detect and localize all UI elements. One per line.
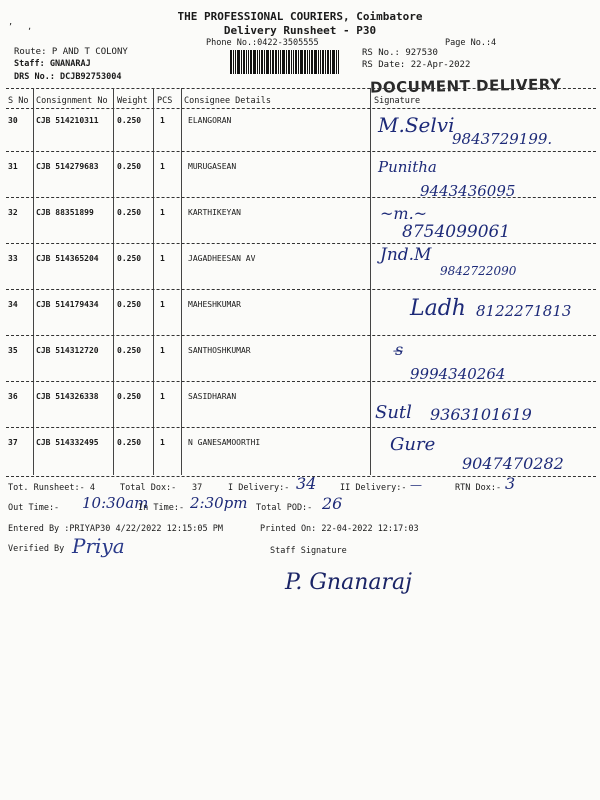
route: Route: P AND T COLONY [14, 47, 128, 57]
col-sno: S No [8, 96, 29, 106]
row-consignee: MAHESHKUMAR [188, 300, 241, 309]
rtn-dox-value: 3 [505, 474, 516, 493]
barcode [230, 50, 348, 74]
in-time-value: 2:30pm [190, 494, 248, 512]
row-pcs: 1 [160, 254, 165, 263]
row-sno: 34 [8, 300, 18, 309]
rtn-dox-label: RTN Dox:- [455, 483, 502, 493]
row-pcs: 1 [160, 392, 165, 401]
printed-on: Printed On: 22-04-2022 12:17:03 [260, 524, 419, 534]
row-phone: 9443436095 [420, 182, 516, 200]
row-separator [6, 151, 596, 152]
row-consignment: CJB 514312720 [36, 346, 99, 355]
row-phone: 9843729199. [452, 130, 553, 148]
i-delivery-value: 34 [296, 474, 317, 493]
row-pcs: 1 [160, 162, 165, 171]
col-pcs: PCS [157, 96, 173, 106]
row-phone: 9047470282 [462, 454, 564, 473]
col-signature: Signature [374, 96, 421, 106]
row-consignment: CJB 514332495 [36, 438, 99, 447]
row-pcs: 1 [160, 300, 165, 309]
row-pcs: 1 [160, 208, 165, 217]
row-consignment: CJB 514365204 [36, 254, 99, 263]
row-consignee: KARTHIKEYAN [188, 208, 241, 217]
row-signature: Punitha [378, 158, 437, 176]
row-sno: 37 [8, 438, 18, 447]
row-signature: s̶ [395, 340, 404, 359]
row-signature: Sutl [375, 402, 412, 423]
rs-number: RS No.: 927530 [362, 48, 438, 58]
row-phone: 8754099061 [402, 222, 511, 242]
row-weight: 0.250 [117, 346, 142, 355]
row-sno: 31 [8, 162, 18, 171]
col-divider [113, 88, 114, 475]
row-separator [6, 381, 596, 382]
row-pcs: 1 [160, 116, 165, 125]
corner-mark: ’ , [8, 22, 33, 31]
row-weight: 0.250 [117, 300, 142, 309]
table-top-rule [6, 88, 596, 89]
row-pcs: 1 [160, 346, 165, 355]
row-consignee: SANTHOSHKUMAR [188, 346, 251, 355]
entered-by: Entered By :PRIYAP30 4/22/2022 12:15:05 PM [8, 524, 223, 534]
phone-number: Phone No.:0422-3505555 [206, 38, 319, 48]
rs-date: RS Date: 22-Apr-2022 [362, 60, 471, 70]
row-consignee: MURUGASEAN [188, 162, 237, 171]
row-consignment: CJB 514279683 [36, 162, 99, 171]
col-consignment: Consignment No [36, 96, 108, 106]
tot-runsheet: Tot. Runsheet:- 4 [8, 483, 95, 493]
row-weight: 0.250 [117, 208, 142, 217]
col-divider [33, 88, 34, 475]
row-sno: 36 [8, 392, 18, 401]
row-consignee: N GANESAMOORTHI [188, 438, 261, 447]
staff-signature: P. Gnanaraj [285, 570, 412, 595]
out-time-label: Out Time:- [8, 503, 60, 513]
total-pod-value: 26 [322, 494, 343, 513]
row-signature: Jnd.M [380, 245, 432, 265]
verified-by-label: Verified By [8, 544, 65, 554]
row-weight: 0.250 [117, 254, 142, 263]
row-phone: 9994340264 [410, 365, 506, 383]
total-dox-label: Total Dox:- [120, 483, 177, 493]
header-rule [6, 108, 596, 109]
row-pcs: 1 [160, 438, 165, 447]
row-signature: Gure [390, 434, 436, 455]
col-divider [370, 88, 371, 475]
staff: Staff: GNANARAJ [14, 59, 91, 69]
row-phone: 8122271813 [476, 302, 572, 320]
runsheet-title: Delivery Runsheet - P30 [223, 24, 377, 37]
row-signature: ~m.~ [380, 204, 428, 223]
col-consignee: Consignee Details [184, 96, 271, 106]
page-number: Page No.:4 [445, 38, 497, 48]
verified-signature: Priya [72, 534, 125, 558]
col-divider [153, 88, 154, 475]
row-separator [6, 335, 596, 336]
col-weight: Weight [117, 96, 148, 106]
row-separator [6, 243, 596, 244]
row-phone: 9842722090 [440, 264, 517, 278]
row-sno: 30 [8, 116, 18, 125]
row-sno: 32 [8, 208, 18, 217]
row-signature: M.Selvi [378, 113, 455, 137]
row-signature: Ladh [410, 296, 466, 321]
row-consignee: ELANGORAN [188, 116, 232, 125]
in-time-label: In Time:- [138, 503, 185, 513]
row-consignment: CJB 88351899 [36, 208, 94, 217]
total-pod-label: Total POD:- [256, 503, 313, 513]
row-sno: 33 [8, 254, 18, 263]
row-separator [6, 427, 596, 428]
row-weight: 0.250 [117, 438, 142, 447]
staff-signature-label: Staff Signature [270, 546, 347, 556]
i-delivery-label: I Delivery:- [228, 483, 290, 493]
out-time-value: 10:30am [82, 494, 149, 512]
row-weight: 0.250 [117, 116, 142, 125]
row-consignment: CJB 514326338 [36, 392, 99, 401]
drs-number: DRS No.: DCJB92753004 [14, 72, 122, 82]
ii-delivery-label: II Delivery:- [340, 483, 407, 493]
row-consignment: CJB 514210311 [36, 116, 99, 125]
row-consignment: CJB 514179434 [36, 300, 99, 309]
row-separator [6, 289, 596, 290]
document-delivery-stamp: DOCUMENT DELIVERY [369, 75, 562, 97]
row-consignee: SASIDHARAN [188, 392, 237, 401]
row-weight: 0.250 [117, 392, 142, 401]
row-consignee: JAGADHEESAN AV [188, 254, 256, 263]
ii-delivery-value: — [410, 478, 422, 492]
row-weight: 0.250 [117, 162, 142, 171]
company-name: THE PROFESSIONAL COURIERS, Coimbatore [177, 10, 423, 23]
row-sno: 35 [8, 346, 18, 355]
row-separator [6, 197, 596, 198]
row-phone: 9363101619 [430, 405, 532, 424]
total-dox-value: 37 [192, 483, 203, 493]
col-divider [181, 88, 182, 475]
